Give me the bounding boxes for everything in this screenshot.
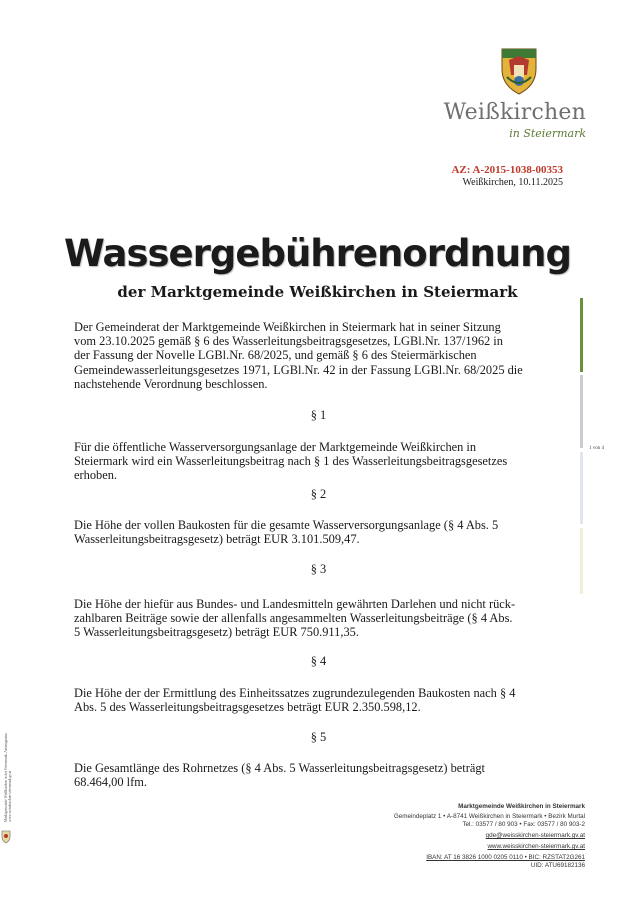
footer-address: Gemeindeplatz 1 • A-8741 Weißkirchen in Steiermark • Bezirk Murtal (393, 813, 585, 820)
section-line: Die Gesamtlänge des Rohrnetzes (§ 4 Abs. 5 Wasserleitungsbeitragsgesetz) beträgt (74, 761, 485, 775)
section-5-text (74, 761, 563, 789)
signature-seal-icon (1, 830, 11, 844)
municipal-crest-icon (499, 45, 539, 95)
intro-line: Gemeindewasserleitungsgesetzes 1971, LGBl.Nr. 42 in der Fassung LGBl.Nr. 68/2025 die (74, 362, 523, 377)
section-line: Für die öffentliche Wasserversorgungsanlage der Marktgemeinde Weißkirchen in (74, 440, 477, 454)
page-number: 1 von 4 (589, 446, 604, 451)
intro-paragraph (74, 320, 563, 391)
footer-website-link[interactable]: www.weisskirchen-steiermark.gv.at (487, 843, 585, 850)
section-line: Wasserleitungsbeitragsgesetz) beträgt EUR 3.101.509,47. (74, 532, 360, 547)
side-bar-blue (580, 452, 583, 524)
intro-line: nachstehende Verordnung beschlossen. (74, 376, 268, 391)
section-line: 5 Wasserleitungsbeitragsgesetz) beträgt EUR 750.911,35. (74, 625, 359, 640)
section-5-heading: § 5 (310, 730, 327, 744)
section-3-heading: § 3 (310, 562, 327, 576)
section-line: erhoben. (74, 468, 118, 483)
document-date: Weißkirchen, 10.11.2025 (462, 177, 563, 188)
section-1-text (74, 440, 563, 483)
section-3-text (74, 597, 563, 640)
brand-name: Weißkirchen (443, 100, 586, 125)
section-line: Die Höhe der der Ermittlung des Einheitssatzes zugrundezulegenden Baukosten nach § 4 (74, 686, 516, 700)
footer-org-name: Marktgemeinde Weißkirchen in Steiermark (458, 803, 585, 810)
section-line: Steiermark wird ein Wasserleitungsbeitrag nach § 1 des Wasserleitungsbeitragsgesetzes (74, 454, 508, 469)
side-bar-cream (580, 528, 583, 594)
section-line: Abs. 5 des Wasserleitungsbeitragsgesetzes beträgt EUR 2.350.598,12. (74, 700, 421, 715)
document-title: Wassergebührenordnung (64, 232, 571, 275)
section-line: zahlbaren Beiträge sowie der allenfalls angesammelten Wasserleitungsbeiträge (§ 4 Abs. (74, 611, 513, 626)
intro-line: der Fassung der Novelle LGBl.Nr. 68/2025, und gemäß § 6 des Steiermärkischen (74, 348, 477, 363)
section-2-heading: § 2 (310, 487, 327, 501)
brand-subtitle: in Steiermark (509, 127, 586, 140)
section-line: 68.464,00 lfm. (74, 775, 147, 790)
section-4-heading: § 4 (310, 654, 327, 668)
intro-line: Der Gemeinderat der Marktgemeinde Weißkirchen in Steiermark hat in seiner Sitzung (74, 320, 501, 334)
side-bar-green (580, 298, 583, 372)
document-subtitle: der Marktgemeinde Weißkirchen in Steiermark (117, 283, 518, 301)
signature-notice-line: Marktgemeinde Weißkirchen in der Steiermark. Amtssignatur. (4, 732, 8, 822)
section-4-text (74, 686, 563, 714)
footer-iban: IBAN: AT 16 3826 1000 0205 0110 • BIC: RZSTAT2G261 (426, 854, 585, 861)
section-line: Die Höhe der vollen Baukosten für die gesamte Wasserversorgungsanlage (§ 4 Abs. 5 (74, 518, 499, 532)
section-1-heading: § 1 (310, 408, 327, 422)
reference-number: AZ: A-2015-1038-00353 (451, 164, 563, 176)
intro-line: vom 23.10.2025 gemäß § 6 des Wasserleitungsbeitragsgesetzes, LGBl.Nr. 137/1962 in (74, 334, 503, 349)
side-bar-gray (580, 375, 583, 448)
signature-notice-line: www.weisskirchen-steiermark.gv.at (8, 770, 12, 822)
footer-uid: UID: ATU69182136 (530, 862, 585, 869)
signature-notice (4, 672, 12, 822)
footer-phone: Tel.: 03577 / 80 903 • Fax: 03577 / 80 903-2 (462, 821, 585, 828)
footer-email-link[interactable]: gde@weisskirchen-steiermark.gv.at (485, 832, 585, 839)
section-line: Die Höhe der hiefür aus Bundes- und Landesmitteln gewährten Darlehen und nicht rück- (74, 597, 516, 611)
section-2-text (74, 518, 563, 546)
